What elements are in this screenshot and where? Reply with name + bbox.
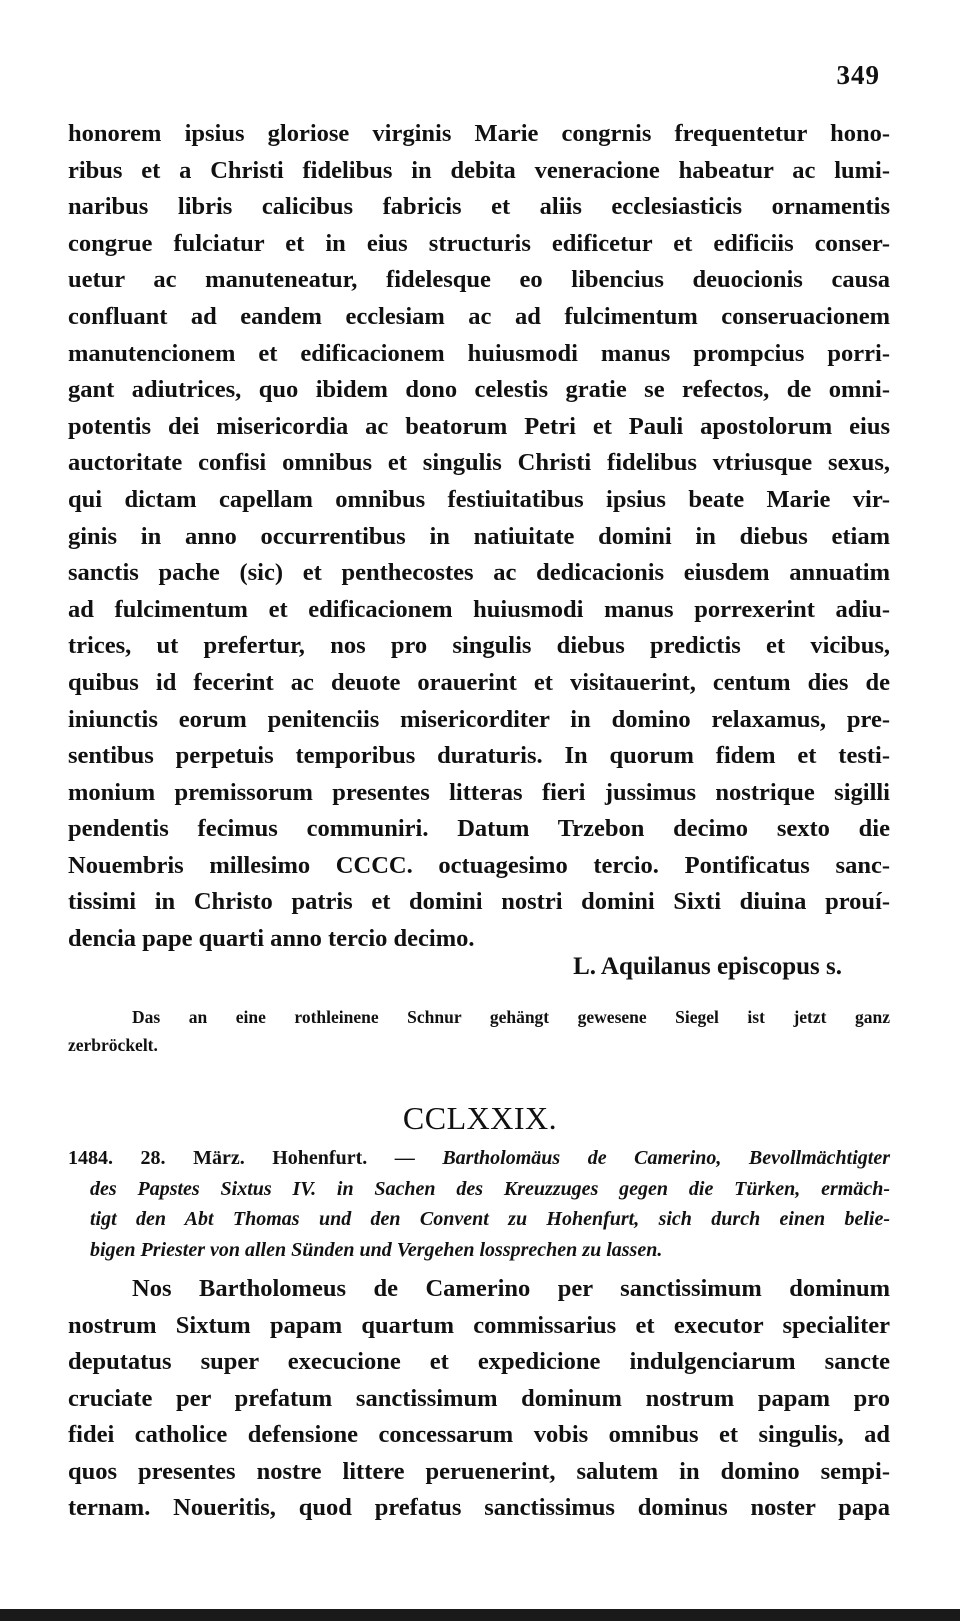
text-line: sanctis pache (sic) et penthecostes ac dedicacionis eiusdem annuatim — [68, 559, 890, 587]
text-line: monium premissorum presentes litteras fieri jussimus nostrique sigilli — [68, 778, 890, 806]
regest — [68, 1143, 890, 1265]
text-line: potentis dei misericordia ac beatorum Petri et Pauli apostolorum eius — [68, 412, 890, 440]
text-line: honorem ipsius gloriose virginis Marie congrnis frequentetur hono- — [68, 120, 890, 147]
text-line: iniunctis eorum penitenciis misericorditer in domino relaxamus, pre- — [68, 705, 890, 733]
text-line: manutencionem et edificacionem huiusmodi manus prompcius porri- — [68, 339, 890, 367]
text-line: trices, ut prefertur, nos pro singulis diebus predictis et vicibus, — [68, 632, 890, 660]
main-text-block — [68, 116, 890, 958]
text-line: fidei catholice defensione concessarum vobis omnibus et singulis, ad — [68, 1421, 890, 1448]
text-line: deputatus super execucione et expedicione indulgenciarum sancte — [68, 1348, 890, 1375]
text-line: Nouembris millesimo CCCC. octuagesimo tercio. Pontificatus sanc- — [68, 851, 890, 879]
regest-date-place: 1484. 28. März. Hohenfurt. — — [68, 1147, 415, 1169]
text-line: tissimi in Christo patris et domini nostri domini Sixti diuina prouí- — [68, 888, 890, 916]
regest-line: des Papstes Sixtus IV. in Sachen des Kreuzzuges gegen die Türken, ermäch- — [90, 1177, 890, 1200]
text-line: gant adiutrices, quo ibidem dono celestis gratie se refectos, de omni- — [68, 376, 890, 404]
regest-line: tigt den Abt Thomas und den Convent zu Hohenfurt, sich durch einen belie- — [90, 1208, 890, 1230]
bottom-scan-edge — [0, 1609, 960, 1621]
text-line: congrue fulciatur et in eius structuris edificetur et edificiis conser- — [68, 229, 890, 257]
text-line: confluant ad eandem ecclesiam ac ad fulcimentum conseruacionem — [68, 302, 890, 330]
page-number: 349 — [836, 60, 880, 90]
text-line: uetur ac manuteneatur, fidelesque eo libencius deuocionis causa — [68, 266, 890, 294]
text-line: quibus id fecerint ac deuote orauerint et visitauerint, centum dies de — [68, 668, 890, 696]
text-line: Nos Bartholomeus de Camerino per sanctissimum dominum — [132, 1275, 890, 1302]
text-line: ad fulcimentum et edificacionem huiusmodi manus porrexerint adiu- — [68, 595, 890, 623]
text-line: cruciate per prefatum sanctissimum dominum nostrum papam pro — [68, 1384, 890, 1412]
charter-text-block — [68, 1271, 890, 1527]
seal-note — [68, 1003, 890, 1059]
text-line: qui dictam capellam omnibus festiuitatibus ipsius beate Marie vir- — [68, 485, 890, 513]
regest-text: Bartholomäus de Camerino, Bevollmächtigter — [442, 1147, 890, 1169]
text-line: ternam. Noueritis, quod prefatus sanctissimus dominus noster papa — [68, 1494, 890, 1521]
regest-line — [68, 1143, 890, 1174]
text-line: quos presentes nostre littere peruenerint, salutem in domino sempi- — [68, 1457, 890, 1485]
text-line: ginis in anno occurrentibus in natiuitate domini in diebus etiam — [68, 522, 890, 550]
note-line: zerbröckelt. — [68, 1035, 158, 1055]
text-line: ribus et a Christi fidelibus in debita veneracione habeatur ac lumi- — [68, 156, 890, 184]
document-number: CCLXXIX. — [402, 1100, 558, 1136]
text-line: naribus libris calicibus fabricis et aliis ecclesiasticis ornamentis — [68, 193, 890, 221]
text-line: nostrum Sixtum papam quartum commissarius et executor specialiter — [68, 1311, 890, 1339]
signature: L. Aquilanus episcopus s. — [573, 953, 842, 980]
text-line: sentibus perpetuis temporibus duraturis. In quorum fidem et testi- — [68, 742, 890, 770]
text-line: auctoritate confisi omnibus et singulis Christi fidelibus vtriusque sexus, — [68, 449, 890, 477]
text-line: dencia pape quarti anno tercio decimo. — [68, 925, 475, 953]
text-line: pendentis fecimus communiri. Datum Trzebon decimo sexto die — [68, 815, 890, 843]
regest-line: bigen Priester von allen Sünden und Vergehen lossprechen zu lassen. — [90, 1238, 663, 1261]
note-line: Das an eine rothleinene Schnur gehängt gewesene Siegel ist jetzt ganz — [132, 1007, 890, 1027]
